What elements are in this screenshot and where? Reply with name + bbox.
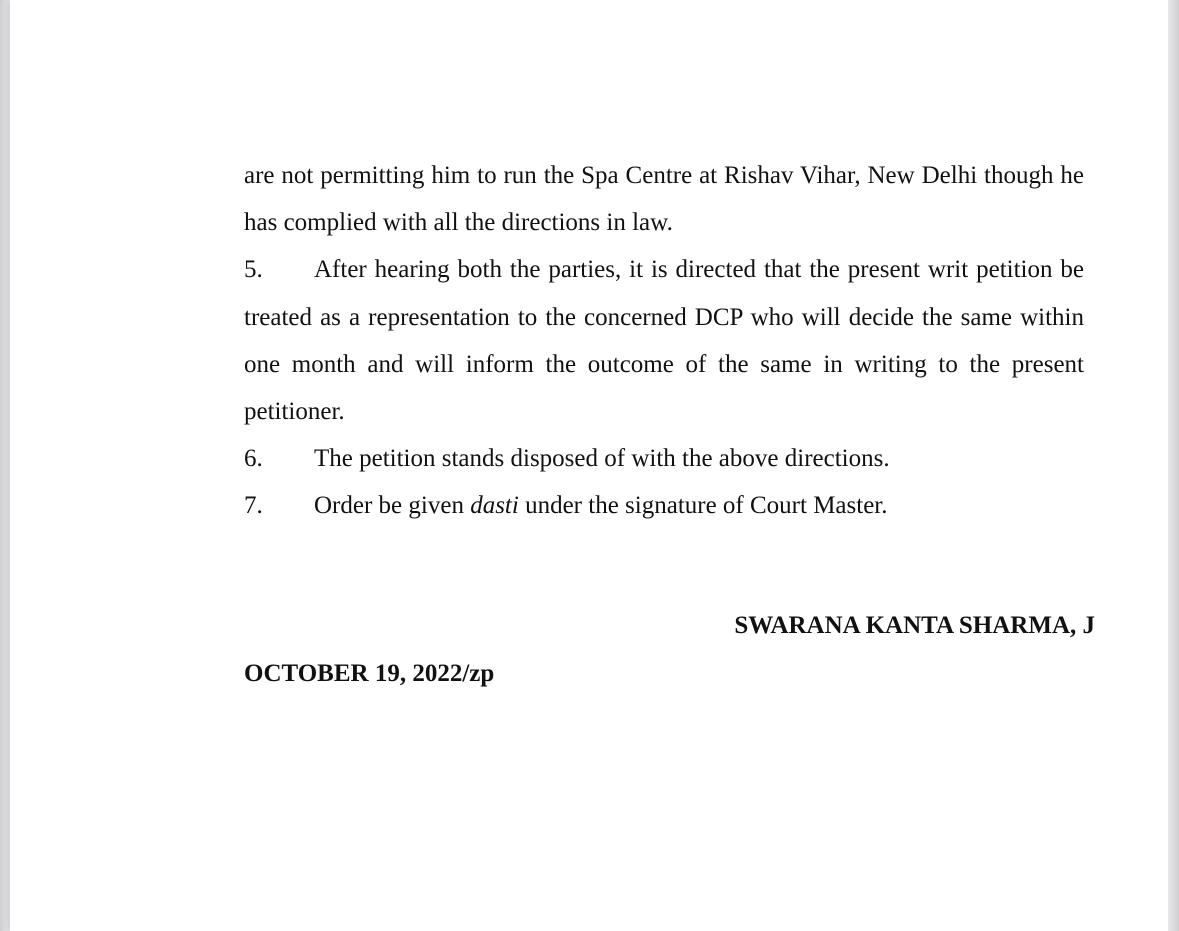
paragraph-text-end: under the signature of Court Master. xyxy=(518,492,888,520)
paragraph-7 xyxy=(244,482,1084,529)
paragraph-text-start: Order be given xyxy=(314,492,471,520)
document-body xyxy=(244,152,1084,530)
paragraph-6 xyxy=(244,435,1084,482)
paragraph-text-italic: dasti xyxy=(470,492,519,520)
paragraph-number: 6. xyxy=(244,445,263,473)
continuation-paragraph: are not permitting him to run the Spa Centre at Rishav Vihar, New Delhi though he has complied with all the directions in law. xyxy=(244,162,1084,237)
paragraph-5 xyxy=(244,246,1084,435)
paragraph-text: After hearing both the parties, it is directed that the present writ petition be treated as a representation to the concerned DCP who will decide the same within one month and will inform the outcome of the same in writing to the present petitioner. xyxy=(244,256,1084,426)
order-date-line: OCTOBER 19, 2022/zp xyxy=(244,660,495,687)
page-right-edge xyxy=(1168,0,1179,931)
paragraph-number: 7. xyxy=(244,492,263,520)
paragraph-number: 5. xyxy=(244,256,263,284)
paragraph-text: The petition stands disposed of with the above directions. xyxy=(314,445,890,473)
page-left-edge xyxy=(0,0,10,931)
judge-signature-line: SWARANA KANTA SHARMA, J xyxy=(734,612,1095,639)
